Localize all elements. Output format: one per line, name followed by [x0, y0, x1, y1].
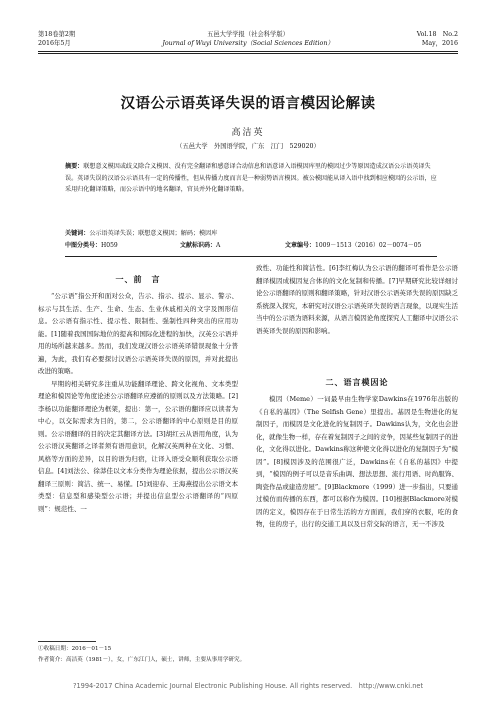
footnote-author-bio: 作者简介：高洁英（1981－），女，广东江门人，硕士，讲师，主要从事用学研究。	[38, 657, 246, 663]
right-column-top	[256, 262, 458, 337]
doc-code-value: A	[216, 242, 221, 249]
article-number	[285, 240, 421, 251]
header-rule-double	[38, 53, 458, 54]
abstract	[65, 161, 437, 196]
abstract-label: 摘要：	[65, 163, 84, 170]
keywords	[65, 228, 437, 239]
abstract-text: 联想意义模因或歧义除合义模因、没有完全翻译和感意译合动信息和语意译入语模因库里的模因过少等原因造成汉语公示语英译失误。英译失误的汉语公示语具有一定的传播性，但从传播力度而言是一种弱势语言模因。被公模因能从译入语中找到相应模因的公示语，应采用归化翻译策略，而公示语中的地名翻译，官员并外化翻译策略。	[65, 163, 437, 193]
keywords-label: 关键词：	[65, 230, 90, 237]
author-name: 高洁英	[231, 128, 265, 138]
author-affiliation: （五邑大学 外国语学院，广东 江门 529020）	[176, 143, 320, 150]
clc-label: 中图分类号：	[65, 242, 102, 249]
left-column	[38, 290, 238, 515]
doc-code-label: 文献标识码：	[180, 242, 217, 249]
journal-name-en: Journal of Wuyi University（Social Sciences Edition）	[162, 40, 334, 47]
abstract-rule	[65, 256, 437, 257]
article-no-label: 文章编号：	[285, 242, 316, 249]
section-heading-introduction: 一、前 言	[115, 274, 161, 284]
footnote-received: ①收稿日期：2016－01－15	[38, 646, 112, 652]
article-no-value: 1009－1513（2016）02－0074－05	[315, 242, 422, 249]
issue-date: 2016年5月	[38, 40, 71, 47]
issue-info-en	[417, 30, 458, 48]
keywords-text: 公示语英译失误；联想意义模因；解码；模因库	[89, 230, 218, 237]
footnote-rule	[38, 641, 96, 642]
journal-name-cn: 五邑大学学报（社会科学版）	[207, 31, 289, 38]
right-column-bottom	[256, 393, 458, 531]
volume-issue: 第18卷第2期	[38, 31, 76, 38]
section-heading-meme-theory: 二、语言模因论	[325, 377, 389, 387]
copyright-footer: ?1994-2017 China Academic Journal Electronic Publishing House. All rights reserved. http://www.cnki.net	[72, 682, 424, 690]
journal-name	[38, 30, 458, 48]
document-code	[180, 240, 220, 251]
issue-date-en: May，2016	[421, 40, 458, 47]
paragraph: 模因（Meme）一词最早由生物学家Dawkins在1976年出版的《自私的基因》（The Selfish Gene）里提出。基因是生物进化的复制因子，而模因是文化进化的复制因子。Dawkins认为，文化也会进化，就像生物一样，存在着复制因子之间的竞争，因某些复制因子的进化，文化得以进化。Dawkins称这种使文化得以进化的复制因子为“模因”。[8]模因涉及的范围很广泛，Dawkins在《自私的基因》中提到，“模因的例子可以是音乐曲调、想法思想、流行用语、时尚服饰、陶瓷作品或建造房屋”。[9]Blackmore（1999）进一步指出，只要通过模仿而传播的东西，都可以称作为模因。[10]根据Blackmore对模因的定义，模因存在于日常生活的方方面面，我们穿的衣服，吃的食物，住的房子，出行的交通工具以及日常交际的语言，无一不涉及	[256, 395, 458, 528]
header-rule	[38, 51, 458, 52]
paragraph: 早期的相关研究多注重从功能翻译理论、跨文化视角、文本类型理论和模因论等角度论述公示语翻译应遵循的原则以及方法策略。[2]李杨以功能翻译理论为框架，提出：第一，公示语的翻译应以读者为中心，以交际需求为目的，第二，公示语翻译的中心原则是目的原则。公示语翻译的目的决定其翻译方法。[3]胡红云从语用角度，认为公示语汉英翻译之译者须有语用意识，化解汉英两种在文化、习惯、风格等方面的差异，以目的语为归宿，让译入语受众顺利获取公示语信息。[4]刘法公、徐莽佳以文本分类作为理论依据，提出公示语汉英翻译三原则：简洁、统一、易懂。[5]刘迎春、王海燕提出公示语文本类型：信息型和感染型公示语；并提出信息型公示语翻译的“四原则”：规范性、一	[38, 379, 238, 513]
paragraph: 致性、功能性和简洁性。[6]李红梅认为公示语的翻译可看作是公示语翻译模因成模因复合体的的文化复制和传播。[7]早期研究比较详细讨论公示语翻译的原则和翻译策略，针对汉语公示语英译失误的原因缺乏系统深入探究，本研究对汉语公示语英译失误的语言现象，以现实生活当中的公示语为语料来源，从语言模因论角度探究人工翻译中汉语公示语英译失误的原因和影响。	[256, 264, 458, 335]
paragraph: “公示语”指公开和面对公众，告示、指示、提示、显示、警示、标示与其生活、生产、生命、生态、生业休戚相关的文字及图形信息。公示语有指示性、提示性、限制性、强制性四种突出的应用功能。[1]随着我国国际地位的提高和国际化进程的加快，汉英公示语并用的场所越来越多。然而，我们发现汉语公示语英译错误现象十分普遍，为此，我们有必要探讨汉语公示语英译失误的原因，并对此提出改进的策略。	[38, 292, 238, 375]
volume-issue-en: Vol.18 No.2	[416, 31, 458, 38]
paper-title: 汉语公示语英译失误的语言模因论解读	[120, 95, 376, 112]
clc-value: H059	[101, 242, 118, 249]
clc-code	[65, 240, 118, 251]
